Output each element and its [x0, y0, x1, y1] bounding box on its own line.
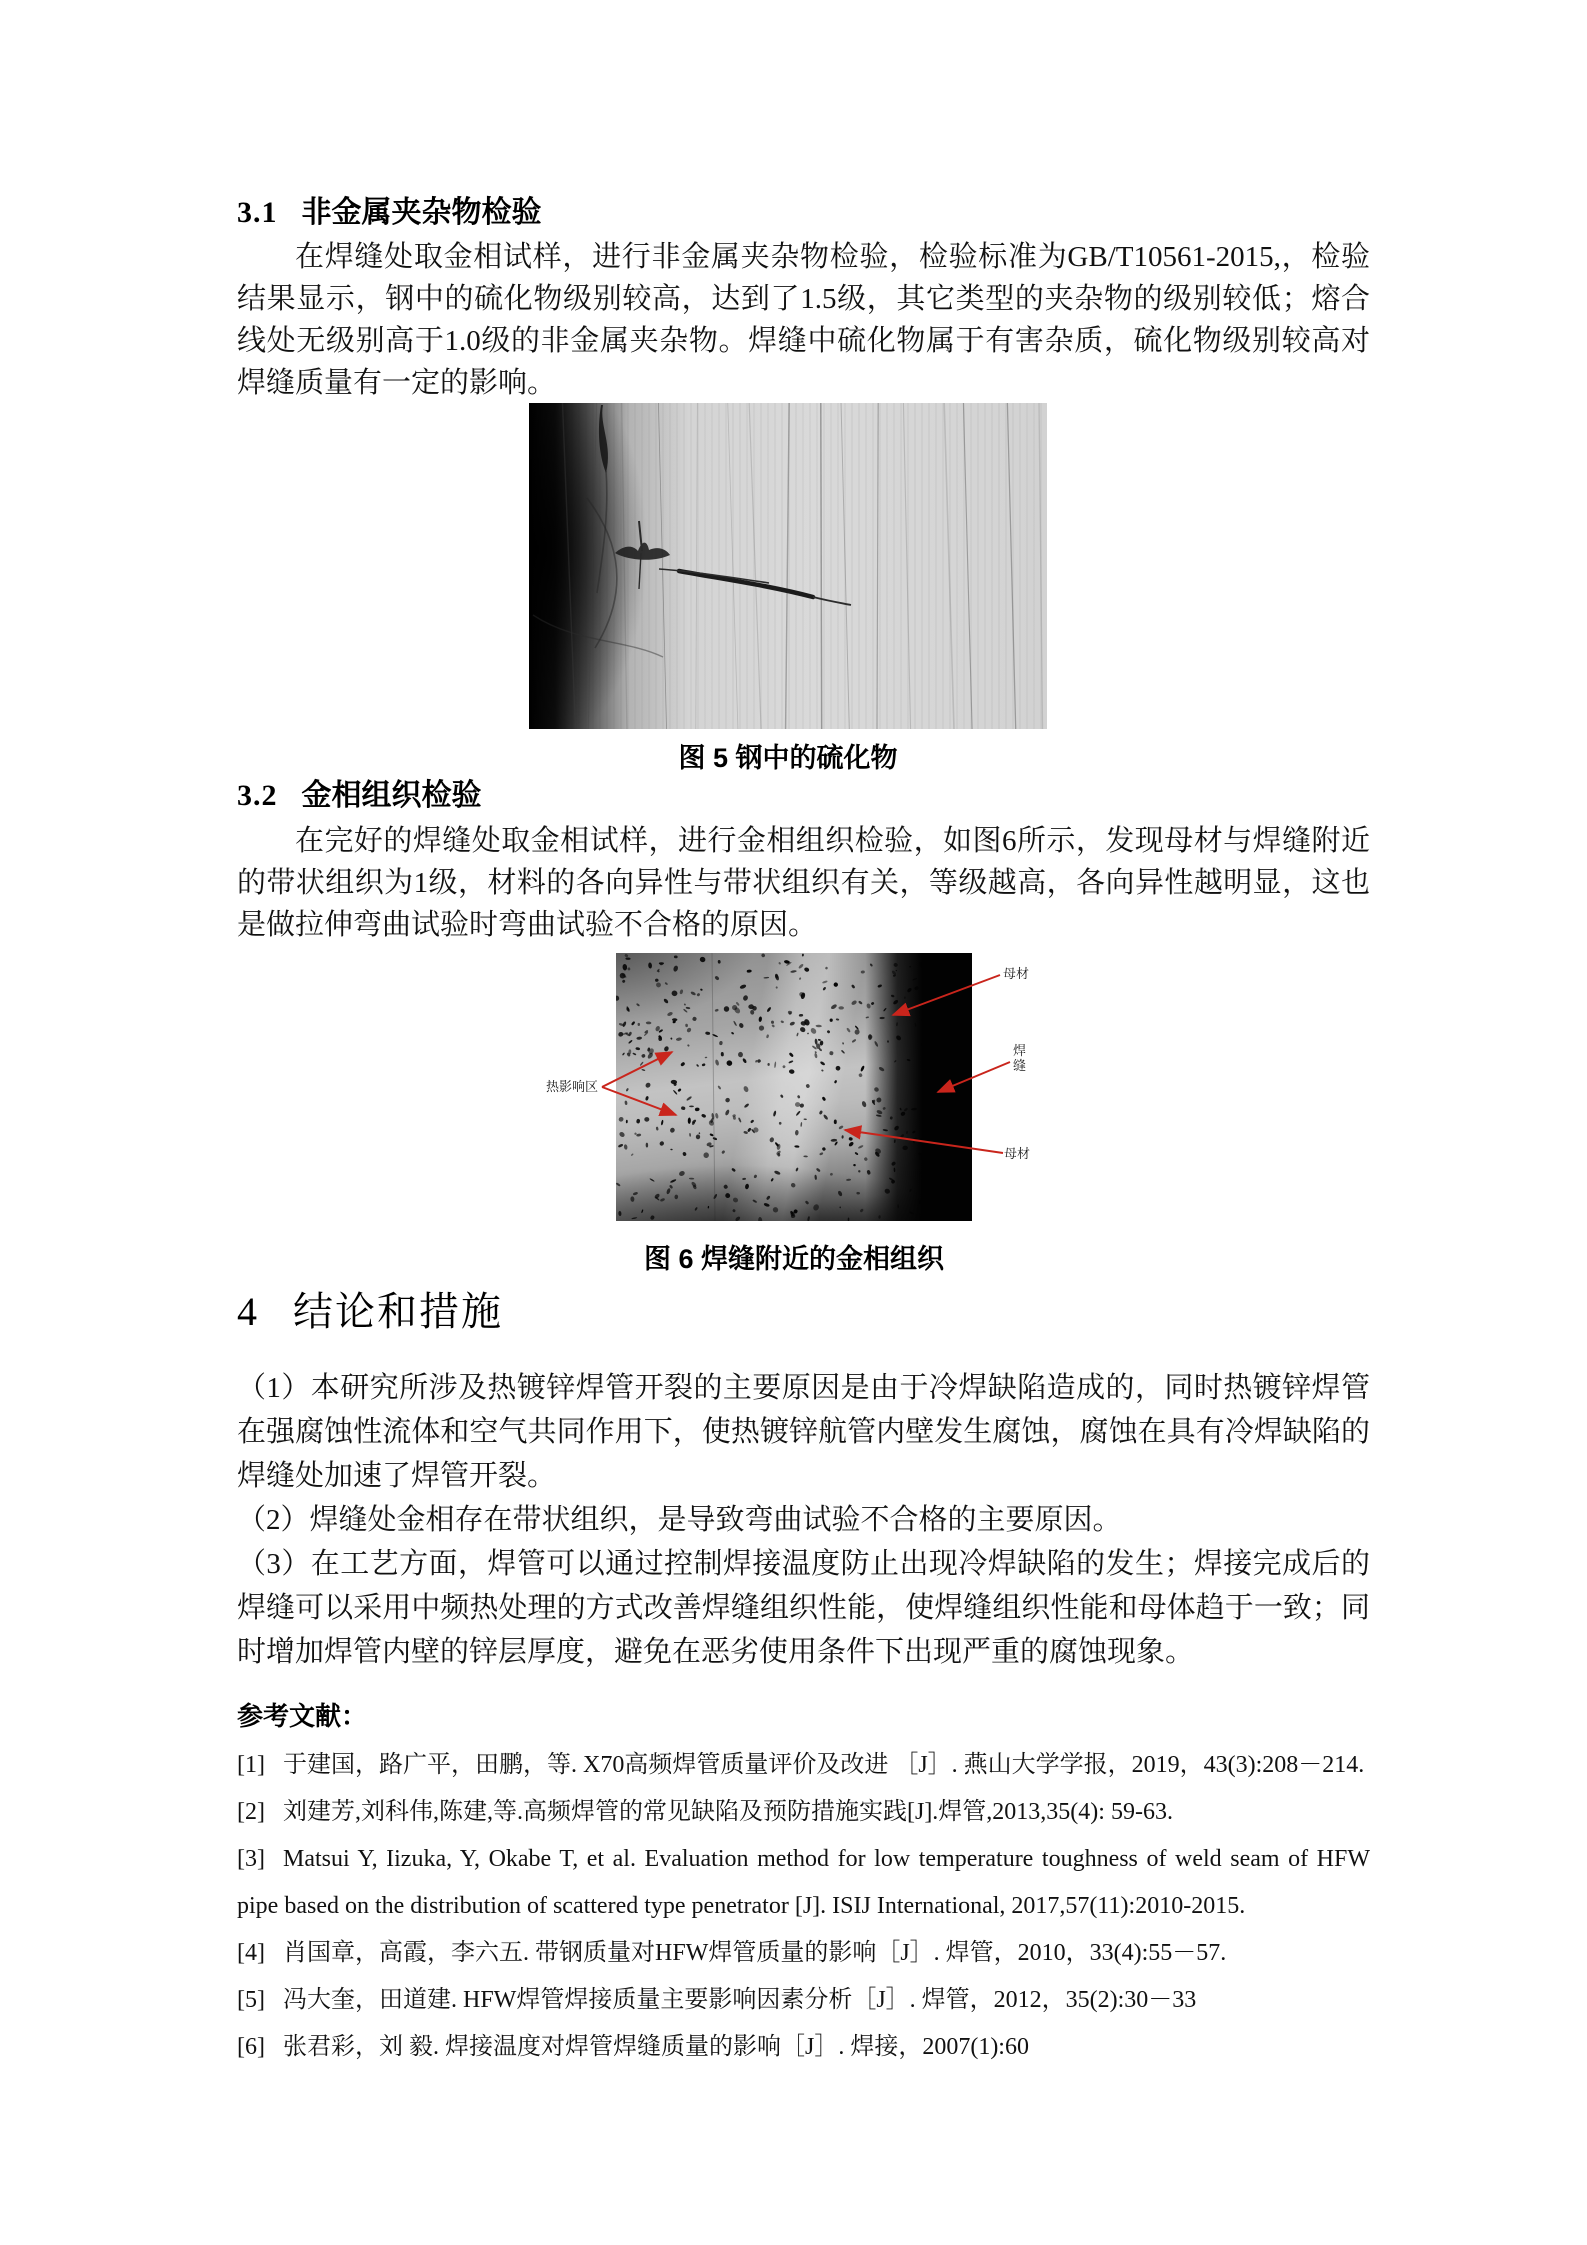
reference-marker: [3] — [237, 1846, 265, 1872]
section-3-1-number: 3.1 — [237, 196, 278, 229]
reference-text: 肖国章，高霞，李六五. 带钢质量对HFW焊管质量的影响［J］. 焊管，2010，33(4):55－57. — [282, 1940, 1227, 1966]
figure6-caption: 图 6 焊缝附近的金相组织 — [643, 1244, 945, 1274]
conclusions — [237, 1366, 1370, 1674]
figure6-block — [540, 950, 1100, 1242]
conclusion-item-1: （1）本研究所涉及热镀锌焊管开裂的主要原因是由于冷焊缺陷造成的，同时热镀锌焊管在强腐蚀性流体和空气共同作用下，使热镀锌航管内壁发生腐蚀，腐蚀在具有冷焊缺陷的焊缝处加速了焊管开裂。 — [237, 1372, 1370, 1492]
reference-marker: [5] — [237, 1987, 265, 2013]
figure6-speckles — [616, 953, 972, 1221]
reference-marker: [2] — [237, 1799, 265, 1825]
reference-item — [237, 1977, 1370, 2024]
reference-item — [237, 1930, 1370, 1977]
section-3-2-paragraph: 在完好的焊缝处取金相试样，进行金相组织检验，如图6所示，发现母材与焊缝附近的带状组织为1级，材料的各向异性与带状组织有关，等级越高，各向异性越明显，这也是做拉伸弯曲试验时弯曲试验不合格的原因。 — [237, 825, 1370, 941]
section-4-title: 结论和措施 — [293, 1289, 503, 1334]
figure6-label-haz: 热影响区 — [546, 1079, 599, 1094]
reference-marker: [6] — [237, 2034, 265, 2060]
reference-marker: [1] — [237, 1752, 265, 1778]
figure6-label-base-metal-bottom: 母材 — [1004, 1146, 1031, 1161]
section-3-2-heading — [237, 778, 1370, 814]
section-3-1-heading — [237, 195, 1370, 231]
conclusion-item-2: （2）焊缝处金相存在带状组织，是导致弯曲试验不合格的主要原因。 — [237, 1504, 1122, 1536]
conclusion-item-3: （3）在工艺方面，焊管可以通过控制焊接温度防止出现冷焊缺陷的发生；焊接完成后的焊缝可以采用中频热处理的方式改善焊缝组织性能，使焊缝组织性能和母体趋于一致；同时增加焊管内壁的锌层厚度，避免在恶劣使用条件下出现严重的腐蚀现象。 — [237, 1548, 1370, 1668]
references-list — [237, 1742, 1370, 2071]
reference-text: 刘建芳,刘科伟,陈建,等.高频焊管的常见缺陷及预防措施实践[J].焊管,2013,35(4): 59-63. — [282, 1799, 1173, 1825]
section-3-1-title: 非金属夹杂物检验 — [301, 196, 542, 229]
reference-text: 张君彩，刘 毅. 焊接温度对焊管焊缝质量的影响［J］. 焊接，2007(1):60 — [282, 2034, 1029, 2060]
reference-item — [237, 1742, 1370, 1789]
figure5-artwork — [529, 403, 1047, 729]
figure5-caption: 图 5 钢中的硫化物 — [678, 743, 898, 773]
reference-text: 冯大奎，田道建. HFW焊管焊接质量主要影响因素分析［J］. 焊管，2012，35(2):30－33 — [282, 1987, 1197, 2013]
section-3-1-paragraph: 在焊缝处取金相试样，进行非金属夹杂物检验，检验标准为GB/T10561-2015,，检验结果显示，钢中的硫化物级别较高，达到了1.5级，其它类型的夹杂物的级别较低；熔合线处无级别高于1.0级的非金属夹杂物。焊缝中硫化物属于有害杂质，硫化物级别较高对焊缝质量有一定的影响。 — [237, 241, 1370, 399]
figure6-label-weld-seam: 焊缝 — [1013, 1043, 1027, 1073]
references-heading: 参考文献： — [237, 1701, 368, 1731]
reference-item — [237, 2024, 1370, 2071]
section-4-heading — [237, 1288, 1370, 1336]
reference-text: 于建国，路广平，田鹏，等. X70高频焊管质量评价及改进 ［J］. 燕山大学学报，2019，43(3):208－214. — [282, 1752, 1365, 1778]
section-3-2-title: 金相组织检验 — [301, 779, 482, 812]
figure5-micrograph-image — [529, 403, 1047, 729]
section-3-2-number: 3.2 — [237, 779, 278, 812]
figure6-label-base-metal-top: 母材 — [1003, 966, 1030, 981]
reference-marker: [4] — [237, 1940, 265, 1966]
reference-text: Matsui Y, Iizuka, Y, Okabe T, et al. Evaluation method for low temperature toughness of weld seam of HFW pipe based on the distribution of scattered type penetrator [J]. ISIJ International, 2017,57(11):2010-2015. — [237, 1846, 1370, 1919]
figure6-micrograph-image — [616, 953, 972, 1221]
reference-item — [237, 1836, 1370, 1930]
figure5-inclusion-2 — [679, 571, 813, 597]
figure5-dark-wisp — [599, 405, 608, 473]
reference-item — [237, 1789, 1370, 1836]
section-4-number: 4 — [237, 1289, 259, 1334]
